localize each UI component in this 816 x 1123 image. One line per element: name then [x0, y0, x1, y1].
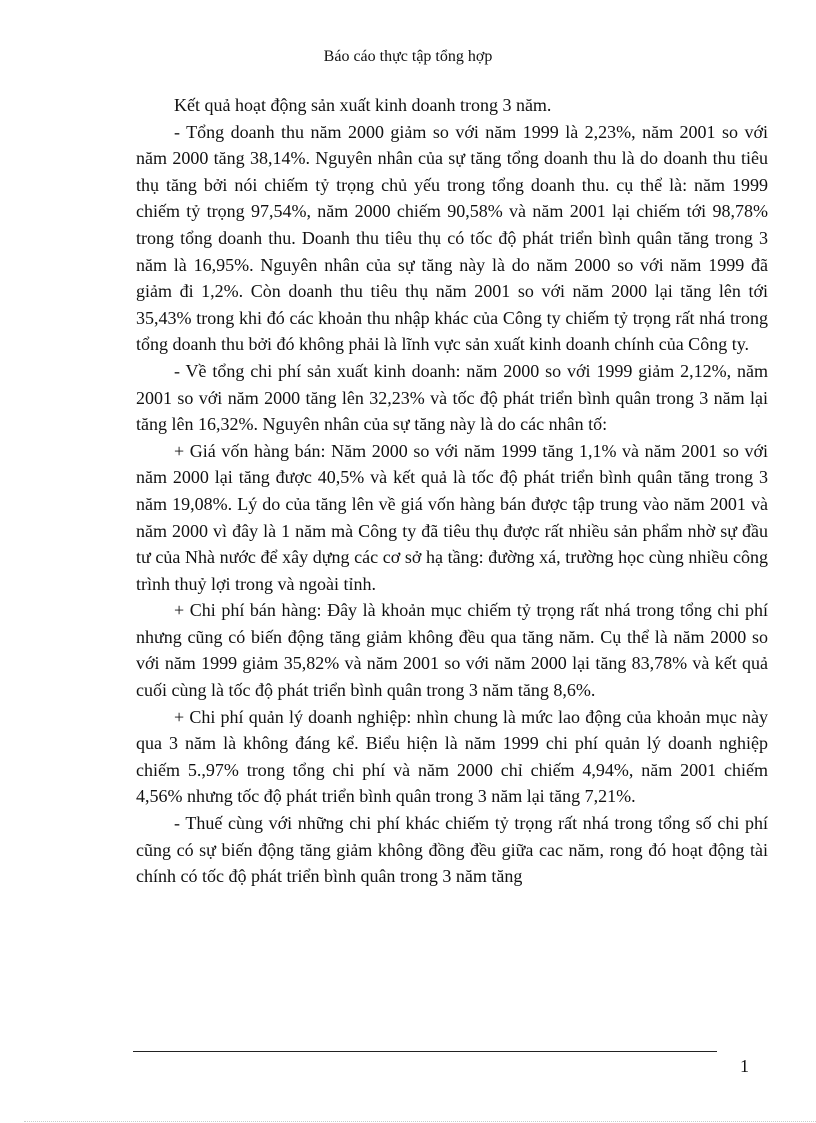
paragraph-total-cost: - Về tổng chi phí sản xuất kinh doanh: năm 2000 so với 1999 giảm 2,12%, năm 2001 so với năm 2000 tăng lên 32,23% và tốc độ phát triển bình quân trong 3 năm lại tăng lên 16,32%. Nguyên nhân của sự tăng này là do các nhân tố: — [136, 360, 768, 435]
paragraph-selling-expense: + Chi phí bán hàng: Đây là khoản mục chiếm tỷ trọng rất nhá trong tổng chi phí nhưng cũng có biến động tăng giảm không đều qua tăng năm. Cụ thể là năm 2000 so với năm 1999 giảm 35,82% và năm 2001 so với năm 2000 lại tăng 83,78% và kết quả cuối cùng là tốc độ phát triển bình quân trong 3 năm tăng 8,6%. — [136, 600, 768, 701]
page-bottom-edge — [24, 1121, 816, 1122]
paragraph-total-revenue: - Tổng doanh thu năm 2000 giảm so với năm 1999 là 2,23%, năm 2001 so với năm 2000 tăng 38,14%. Nguyên nhân của sự tăng tổng doanh thu là do doanh thu tiêu thụ tăng bởi nói chiếm tỷ trọng chủ yếu trong tổng doanh thu. cụ thể là: năm 1999 chiếm tỷ trọng 97,54%, năm 2000 chiếm 90,58% và năm 2001 lại chiếm tới 98,78% trong tổng doanh thu. Doanh thu tiêu thụ có tốc độ phát triển bình quân tăng trong 3 năm là 16,95%. Nguyên nhân của sự tăng này là do năm 2000 so với năm 1999 đã giảm đi 1,2%. Còn doanh thu tiêu thụ năm 2001 so với năm 2000 lại tăng lên tới 35,43% trong khi đó các khoản thu nhập khác của Công ty chiếm tỷ trọng rất nhá trong tổng doanh thu bởi đó không phải là lĩnh vực sản xuất kinh doanh chính của Công ty. — [136, 121, 768, 355]
page-number: 1 — [740, 1056, 749, 1076]
section-title: Kết quả hoạt động sản xuất kinh doanh trong 3 năm. — [174, 95, 552, 115]
page-header: Báo cáo thực tập tổng hợp — [323, 48, 493, 65]
paragraph-admin-expense: + Chi phí quản lý doanh nghiệp: nhìn chung là mức lao động của khoản mục này qua 3 năm là không đáng kể. Biểu hiện là năm 1999 chi phí quản lý doanh nghiệp chiếm 5.,97% trong tổng chi phí và năm 2000 chỉ chiếm 4,94%, năm 2001 chiếm 4,56% nhưng tốc độ phát triển bình quân trong 3 năm lại tăng 7,21%. — [136, 706, 768, 807]
document-body — [136, 92, 768, 890]
footer-divider — [133, 1051, 717, 1052]
paragraph-tax-other: - Thuế cùng với những chi phí khác chiếm tỷ trọng rất nhá trong tổng số chi phí cũng có sự biến động tăng giảm không đồng đều giữa cac năm, rong đó hoạt động tài chính có tốc độ phát triển bình quân trong 3 năm tăng — [136, 813, 768, 887]
paragraph-cost-of-goods: + Giá vốn hàng bán: Năm 2000 so với năm 1999 tăng 1,1% và năm 2001 so với năm 2000 lại tăng được 40,5% và kết quả là tốc độ phát triển bình quân tăng trong 3 năm 19,08%. Lý do của tăng lên về giá vốn hàng bán được tập trung vào năm 2001 và năm 2000 vì đây là 1 năm mà Công ty đã tiêu thụ được rất nhiều sản phẩm nhờ sự đầu tư của Nhà nước để xây dựng các cơ sở hạ tầng: đường xá, trường học cùng nhiều công trình thuỷ lợi trong và ngoài tỉnh. — [136, 440, 768, 594]
